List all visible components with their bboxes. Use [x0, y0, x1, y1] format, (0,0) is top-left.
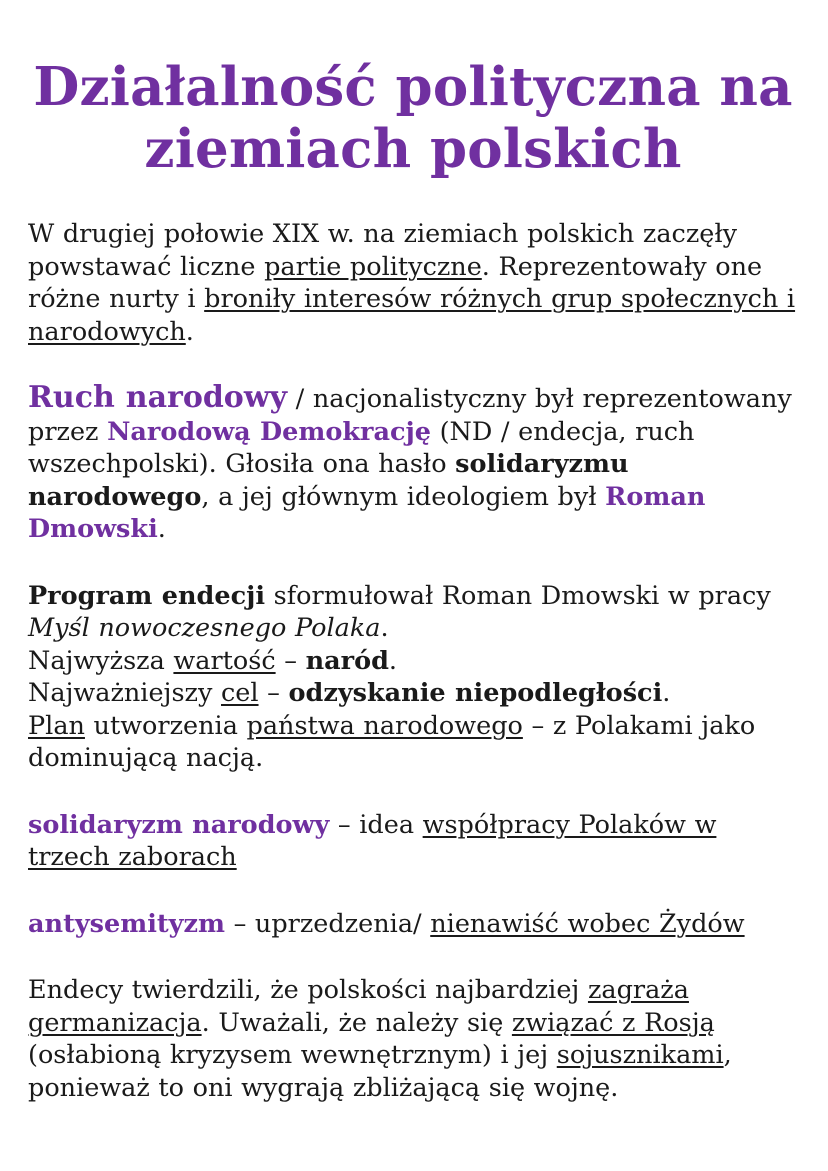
endecy-underline-allies: sojusznikami: [556, 1040, 724, 1070]
solidarity-text: – idea: [329, 809, 423, 840]
antisemitism-term: antysemityzm: [28, 908, 225, 939]
intro-text-3: .: [185, 316, 194, 347]
antisemitism-definition: [28, 908, 798, 941]
national-movement-paragraph: [28, 382, 798, 546]
intro-text-2: . Reprezentowały one różne nurty i: [28, 251, 763, 314]
program-text-1: sformułował Roman Dmowski w pracy: [265, 580, 771, 611]
value-underline: wartość: [173, 645, 276, 676]
ruch-text-3: , a jej głównym ideologiem był: [201, 481, 606, 512]
goal-underline: cel: [221, 678, 259, 708]
work-title: Myśl nowoczesnego Polaka: [28, 613, 381, 643]
intro-paragraph: [28, 218, 798, 348]
title-line-1: Działalność polityczna na: [33, 56, 793, 118]
program-text-2: .: [380, 613, 389, 643]
solidarity-underline: współpracy Polaków w trzech zaborach: [28, 809, 717, 872]
ruch-text-4: .: [157, 514, 166, 544]
national-democracy-term: Narodową Demokrację: [107, 416, 431, 447]
value-dash: –: [275, 645, 306, 676]
program-heading: Program endecji: [28, 580, 266, 611]
solidarity-definition: [28, 809, 798, 874]
endecy-text-4: , ponieważ to oni wygrają zbliżającą się wojnę.: [28, 1040, 732, 1103]
intro-text-1: W drugiej połowie XIX w. na ziemiach polskich zaczęły powstawać liczne: [28, 219, 738, 282]
antisemitism-text: – uprzedzenia/: [224, 908, 431, 939]
plan-text-2: – z Polakami jako dominującą nacją.: [28, 710, 756, 773]
goal-dash: –: [258, 678, 289, 708]
endecy-text-2: . Uważali, że należy się: [201, 1007, 512, 1038]
national-state-underline: państwa narodowego: [246, 710, 523, 741]
ruch-text-2: (ND / endecja, ruch wszechpolski). Głosiła ona hasło: [28, 416, 695, 479]
endecy-underline-russia: związać z Rosją: [511, 1007, 715, 1038]
program-line-plan: [28, 710, 798, 775]
program-line-1: [28, 580, 798, 613]
plan-underline: Plan: [28, 710, 85, 741]
goal-independence: odzyskanie niepodległości: [288, 678, 663, 708]
national-movement-heading: Ruch narodowy: [28, 380, 288, 415]
intro-underline-interests: broniły interesów różnych grup społecznych i narodowych: [28, 284, 796, 347]
page-title: [28, 56, 798, 180]
value-label: Najwyższa: [28, 645, 174, 676]
endecy-paragraph: [28, 974, 798, 1104]
plan-text-1: utworzenia: [84, 710, 247, 741]
solidarity-term: solidaryzm narodowy: [28, 809, 330, 840]
title-line-2: ziemiach polskich: [144, 118, 682, 180]
program-line-work: [28, 612, 798, 645]
roman-dmowski-term: Roman Dmowski: [28, 481, 706, 544]
antisemitism-underline: nienawiść wobec Żydów: [430, 908, 745, 939]
program-paragraph: [28, 580, 798, 775]
goal-period: .: [662, 678, 671, 708]
program-line-goal: [28, 677, 798, 710]
endecy-text-3: (osłabioną kryzysem wewnętrznym) i jej: [28, 1040, 557, 1070]
program-line-value: [28, 645, 798, 678]
value-period: .: [388, 645, 398, 676]
endecy-underline-germanization: zagraża germanizacja: [28, 975, 689, 1038]
national-solidarity-term: solidaryzmu narodowego: [28, 449, 629, 512]
ruch-text-1: / nacjonalistyczny był reprezentowany przez: [28, 384, 792, 447]
goal-label: Najważniejszy: [28, 678, 221, 708]
value-nation: naród: [305, 645, 389, 676]
endecy-text-1: Endecy twierdzili, że polskości najbardziej: [28, 975, 588, 1005]
intro-underline-parties: partie polityczne: [264, 251, 482, 282]
